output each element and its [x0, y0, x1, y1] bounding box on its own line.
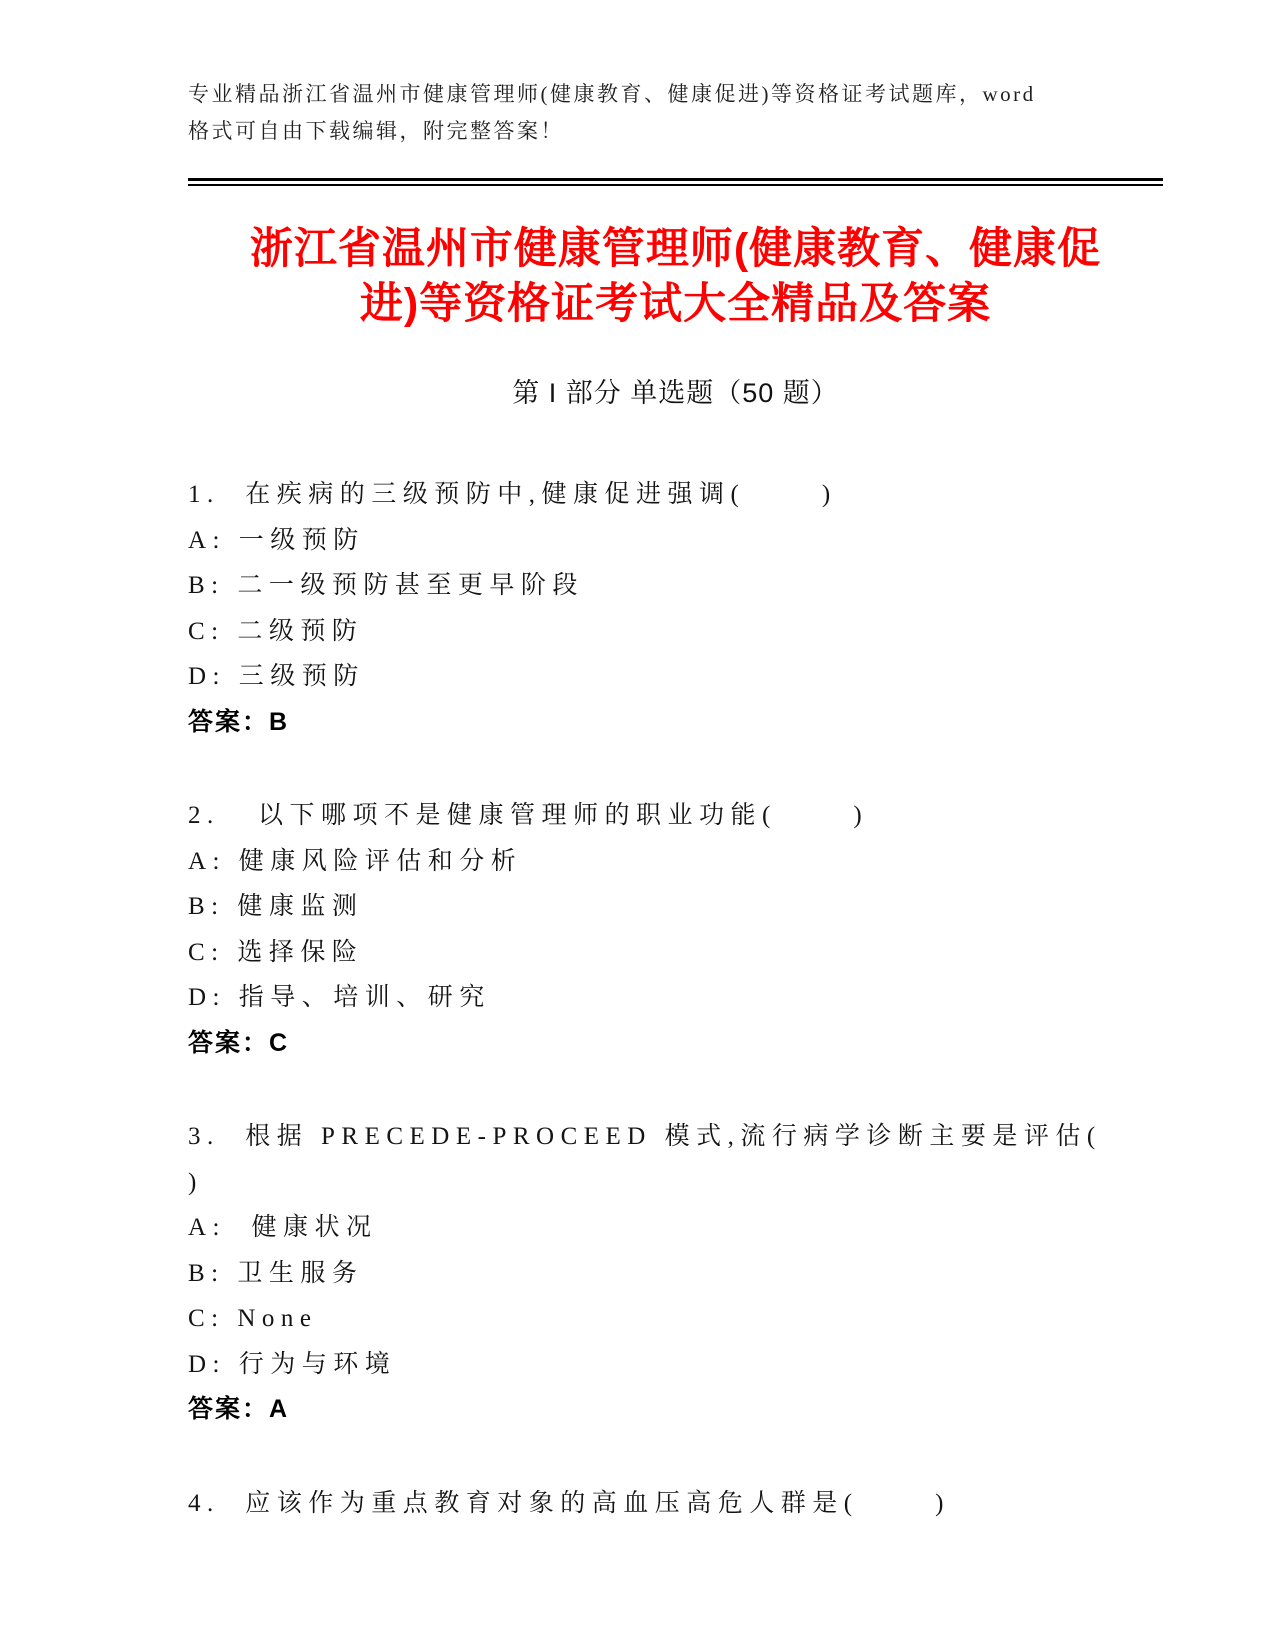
- document-title-line: 浙江省温州市健康管理师(健康教育、健康促: [249, 225, 1102, 273]
- header-divider: [188, 178, 1163, 186]
- question-stem: 4. 应该作为重点教育对象的高血压高危人群是( ): [188, 1489, 950, 1517]
- question-option: D: 三级预防: [188, 663, 365, 690]
- document-title-line: 进)等资格证考试大全精品及答案: [359, 280, 992, 328]
- header-note-line: 专业精品浙江省温州市健康管理师(健康教育、健康促进)等资格证考试题库，word: [188, 82, 1036, 106]
- question-option: A: 一级预防: [188, 526, 365, 554]
- question-block: [188, 1481, 1163, 1527]
- question-option: B: 二一级预防甚至更早阶段: [188, 572, 584, 599]
- question-stem: 2. 以下哪项不是健康管理师的职业功能( ): [188, 802, 869, 829]
- question-block: [188, 793, 1163, 1066]
- question-answer: 答案：B: [188, 707, 290, 736]
- question-option: C: None: [188, 1305, 318, 1332]
- question-option: D: 行为与环境: [188, 1350, 397, 1378]
- question-stem: 1. 在疾病的三级预防中,健康促进强调( ): [188, 481, 837, 508]
- question-list: [188, 472, 1191, 1526]
- question-block: [188, 472, 1163, 745]
- question-answer: 答案：A: [188, 1395, 290, 1423]
- section-heading: 第 I 部分 单选题（50 题）: [512, 378, 839, 408]
- document-title: [188, 222, 1163, 332]
- question-option: A: 健康状况: [188, 1214, 378, 1241]
- question-option: A: 健康风险评估和分析: [188, 847, 523, 875]
- question-answer: 答案：C: [188, 1028, 290, 1057]
- question-option: D: 指导、培训、研究: [188, 984, 491, 1011]
- question-option: C: 二级预防: [188, 617, 364, 645]
- question-option: C: 选择保险: [188, 938, 364, 966]
- question-block: [188, 1114, 1191, 1433]
- question-option: B: 健康监测: [188, 893, 364, 920]
- header-note: [188, 76, 1163, 150]
- question-option: B: 卫生服务: [188, 1259, 364, 1287]
- question-stem: 3. 根据 PRECEDE-PROCEED 模式,流行病学诊断主要是评估( ): [188, 1123, 1191, 1196]
- header-note-line: 格式可自由下载编辑，附完整答案！: [188, 119, 564, 143]
